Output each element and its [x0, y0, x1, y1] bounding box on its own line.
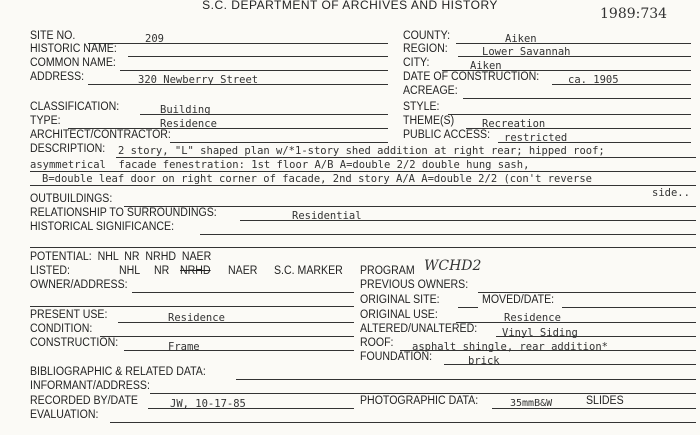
- relationship-label: RELATIONSHIP TO SURROUNDINGS:: [30, 207, 217, 219]
- altered-label: ALTERED/UNALTERED:: [360, 323, 478, 335]
- date-value: ca. 1905: [568, 74, 619, 86]
- moved-line: [562, 307, 696, 308]
- condition-label: CONDITION:: [30, 323, 93, 335]
- style-line: [448, 114, 691, 115]
- evaluation-label: EVALUATION:: [30, 409, 99, 421]
- description-rule-2: [30, 171, 696, 172]
- original-site-label: ORIGINAL SITE:: [360, 294, 440, 306]
- present-use-value: Residence: [168, 312, 225, 324]
- handwritten-form-number: 1989:734: [600, 6, 668, 22]
- city-label: CITY:: [403, 57, 430, 69]
- county-value: Aiken: [505, 33, 537, 45]
- description-line-1: 2 story, "L" shaped plan w/*1-story shed addition at right rear; hipped roof;: [118, 145, 605, 157]
- present-use-line: [118, 322, 354, 323]
- relationship-value: Residential: [292, 210, 362, 222]
- region-value: Lower Savannah: [482, 46, 571, 58]
- site-no-label: SITE NO.: [30, 30, 76, 42]
- listed-nr: NR: [154, 265, 170, 277]
- description-label: DESCRIPTION:: [30, 143, 106, 155]
- recorded-value: JW, 10-17-85: [170, 398, 246, 410]
- type-label: TYPE:: [30, 115, 61, 127]
- theme-value: Recreation: [482, 118, 546, 130]
- county-line: [456, 43, 691, 44]
- site-no-line: [88, 43, 388, 44]
- style-label: STYLE:: [403, 101, 440, 113]
- city-value: Aiken: [470, 60, 502, 72]
- foundation-value: brick: [468, 355, 500, 367]
- original-use-value: Residence: [504, 312, 561, 324]
- construction-line: [124, 350, 354, 351]
- previous-owners-line: [478, 292, 696, 293]
- significance-label: HISTORICAL SIGNIFICANCE:: [30, 221, 175, 233]
- evaluation-line: [110, 422, 696, 423]
- present-use-label: PRESENT USE:: [30, 309, 108, 321]
- condition-line: [100, 336, 354, 337]
- marker-label: S.C. MARKER: [274, 265, 343, 277]
- informant-label: INFORMANT/ADDRESS:: [30, 380, 150, 392]
- acreage-line: [463, 98, 691, 99]
- description-line-2: asymmetrical facade fenestration: 1st floor A/B A=double 2/2 double hung sash,: [30, 159, 530, 171]
- form-header: S.C. DEPARTMENT OF ARCHIVES AND HISTORY: [202, 0, 498, 12]
- owner-line-2: [30, 306, 354, 307]
- classification-value: Building: [160, 104, 211, 116]
- owner-label: OWNER/ADDRESS:: [30, 279, 128, 291]
- public-access-value: restricted: [504, 132, 568, 144]
- original-use-line: [456, 322, 696, 323]
- historic-name-line: [128, 56, 388, 57]
- construction-label: CONSTRUCTION:: [30, 337, 119, 349]
- listed-nrhd: NRHD: [180, 265, 211, 277]
- owner-line: [132, 292, 354, 293]
- date-label: DATE OF CONSTRUCTION:: [403, 71, 540, 83]
- photographic-type: 35mmB&W: [510, 398, 553, 409]
- roof-label: ROOF:: [360, 337, 394, 349]
- theme-label: THEME(S): [403, 115, 455, 127]
- altered-value: Vinyl Siding: [502, 327, 578, 339]
- description-rule-1: [116, 157, 696, 158]
- potential-label: POTENTIAL: NHL NR NRHD NAER: [30, 251, 212, 263]
- acreage-label: ACREAGE:: [403, 85, 458, 97]
- common-name-line: [120, 70, 388, 71]
- program-handwritten: WCHD2: [424, 258, 482, 274]
- photographic-slides: SLIDES: [586, 395, 624, 407]
- common-name-label: COMMON NAME:: [30, 57, 116, 69]
- construction-value: Frame: [168, 341, 200, 353]
- type-value: Residence: [160, 118, 217, 130]
- county-label: COUNTY:: [403, 30, 451, 42]
- significance-line-2: [30, 247, 696, 248]
- listed-nhl: NHL: [119, 265, 141, 277]
- bibliographic-line: [236, 379, 696, 380]
- informant-line: [150, 393, 696, 394]
- previous-owners-label: PREVIOUS OWNERS:: [360, 279, 469, 291]
- significance-line: [200, 234, 696, 235]
- listed-naer: NAER: [228, 265, 258, 277]
- program-label: PROGRAM: [360, 265, 415, 277]
- foundation-label: FOUNDATION:: [360, 351, 433, 363]
- outbuildings-label: OUTBUILDINGS:: [30, 193, 113, 205]
- photographic-label: PHOTOGRAPHIC DATA:: [360, 395, 479, 407]
- original-use-label: ORIGINAL USE:: [360, 309, 438, 321]
- listed-label: LISTED:: [30, 265, 70, 277]
- description-line-3: B=double leaf door on right corner of facade, 2nd story A/A A=double 2/2 (con't reverse: [42, 173, 592, 185]
- region-label: REGION:: [403, 43, 448, 55]
- moved-label: MOVED/DATE:: [482, 294, 555, 306]
- public-access-label: PUBLIC ACCESS:: [403, 129, 491, 141]
- roof-value: asphalt shingle, rear addition*: [412, 341, 608, 353]
- address-label: ADDRESS:: [30, 71, 85, 83]
- description-line-4: side..: [652, 187, 690, 199]
- historic-name-label: HISTORIC NAME:: [30, 43, 117, 55]
- site-no-value: 209: [145, 33, 164, 45]
- recorded-label: RECORDED BY/DATE: [30, 395, 138, 407]
- address-value: 320 Newberry Street: [138, 74, 259, 86]
- classification-label: CLASSIFICATION:: [30, 101, 120, 113]
- bibliographic-label: BIBLIOGRAPHIC & RELATED DATA:: [30, 366, 206, 378]
- description-rule-3: [30, 185, 696, 186]
- architect-line: [170, 142, 388, 143]
- original-site-line: [458, 307, 478, 308]
- architect-label: ARCHITECT/CONTRACTOR:: [30, 129, 171, 141]
